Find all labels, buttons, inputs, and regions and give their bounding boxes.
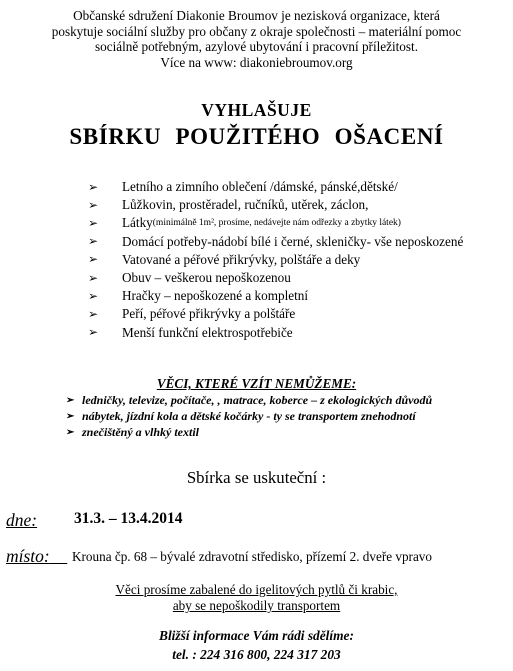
list-item: [66, 392, 432, 408]
list-item: [88, 305, 463, 323]
arrow-bullet-icon: ➢: [88, 288, 99, 303]
date-label: dne:: [6, 510, 38, 530]
phone-numbers: tel. : 224 316 800, 224 317 203: [172, 647, 341, 662]
rejected-items-list: [66, 392, 432, 440]
list-item: [66, 424, 432, 440]
intro-line: Občanské sdružení Diakonie Broumov je nezisková organizace, která: [73, 8, 440, 23]
list-item-text: Vatované a péřové přikrývky, polštáře a deky: [122, 251, 361, 267]
intro-text: [20, 8, 493, 70]
rejected-items-heading: VĚCI, KTERÉ VZÍT NEMŮŽEME:: [156, 376, 357, 391]
arrow-bullet-icon: ➢: [88, 270, 99, 285]
place-label-underline: [50, 546, 68, 566]
arrow-bullet-icon: ➢: [88, 234, 99, 249]
packing-note: [0, 582, 513, 614]
list-item-text: Látky: [122, 215, 153, 231]
list-item: [88, 196, 463, 214]
arrow-bullet-icon: ➢: [88, 306, 99, 321]
intro-website: Více na www: diakoniebroumov.org: [160, 54, 353, 70]
packing-note-line: Věci prosíme zabalené do igelitových pytlů či krabic,: [115, 582, 398, 597]
arrow-bullet-icon: ➢: [88, 325, 99, 340]
place-address: Krouna čp. 68 – bývalé zdravotní středisko, přízemí 2. dveře vpravo: [72, 549, 432, 564]
list-item-text: Menší funkční elektrospotřebiče: [122, 324, 293, 340]
arrow-bullet-icon: ➢: [88, 197, 99, 212]
intro-line: poskytuje sociální služby pro občany z okraje společnosti – materiální pomoc: [51, 23, 462, 39]
list-item: [66, 408, 432, 424]
list-item: [88, 214, 463, 232]
list-item: [88, 178, 463, 196]
arrow-bullet-icon: ➢: [66, 394, 75, 406]
accepted-items-list: [88, 178, 463, 342]
list-item-note: (minimálně 1m², prosíme, nedávejte nám odřezky a zbytky látek): [152, 218, 401, 229]
list-item-text: Obuv – veškerou nepoškozenou: [122, 270, 291, 286]
list-item: [88, 251, 463, 269]
arrow-bullet-icon: ➢: [88, 179, 99, 194]
arrow-bullet-icon: ➢: [66, 410, 75, 422]
heading-announces: VYHLAŠUJE: [201, 100, 312, 120]
intro-line: sociálně potřebným, azylové ubytování i pracovní příležitost.: [94, 39, 418, 54]
list-item-text: Lůžkovin, prostěradel, ručníků, utěrek, záclon,: [122, 197, 369, 213]
heading-collection: SBÍRKU POUŽITÉHO OŠACENÍ: [69, 124, 444, 149]
list-item-text: Domácí potřeby-nádobí bílé i černé, skleničky- vše neposkozené: [122, 233, 464, 249]
arrow-bullet-icon: ➢: [66, 426, 75, 438]
list-item-text: Peří, péřové přikrývky a polštáře: [122, 306, 296, 322]
list-item: [88, 287, 463, 305]
arrow-bullet-icon: ➢: [88, 215, 99, 230]
list-item: [88, 324, 463, 342]
list-item-text: Hračky – nepoškozené a kompletní: [122, 288, 309, 304]
date-range: 31.3. – 13.4.2014: [74, 510, 183, 527]
arrow-bullet-icon: ➢: [88, 252, 99, 267]
list-item: [88, 233, 463, 251]
list-item-text: znečištěný a vlhký textil: [82, 424, 199, 439]
list-item-text: ledničky, televize, počítače, , matrace, koberce – z ekologických důvodů: [82, 392, 433, 407]
place-label-text: místo:: [6, 546, 50, 566]
list-item: [88, 269, 463, 287]
packing-note-line: aby se nepoškodily transportem: [172, 598, 341, 613]
list-item-text: Letního a zimního oblečení /dámské, pánské,dětské/: [122, 179, 398, 195]
place-label: [6, 546, 67, 567]
info-heading: Bližší informace Vám rádi sdělíme:: [159, 628, 354, 643]
collection-announcement: Sbírka se uskuteční :: [186, 468, 327, 487]
list-item-text: nábytek, jízdní kola a dětské kočárky - ty se transportem znehodnotí: [82, 408, 416, 423]
